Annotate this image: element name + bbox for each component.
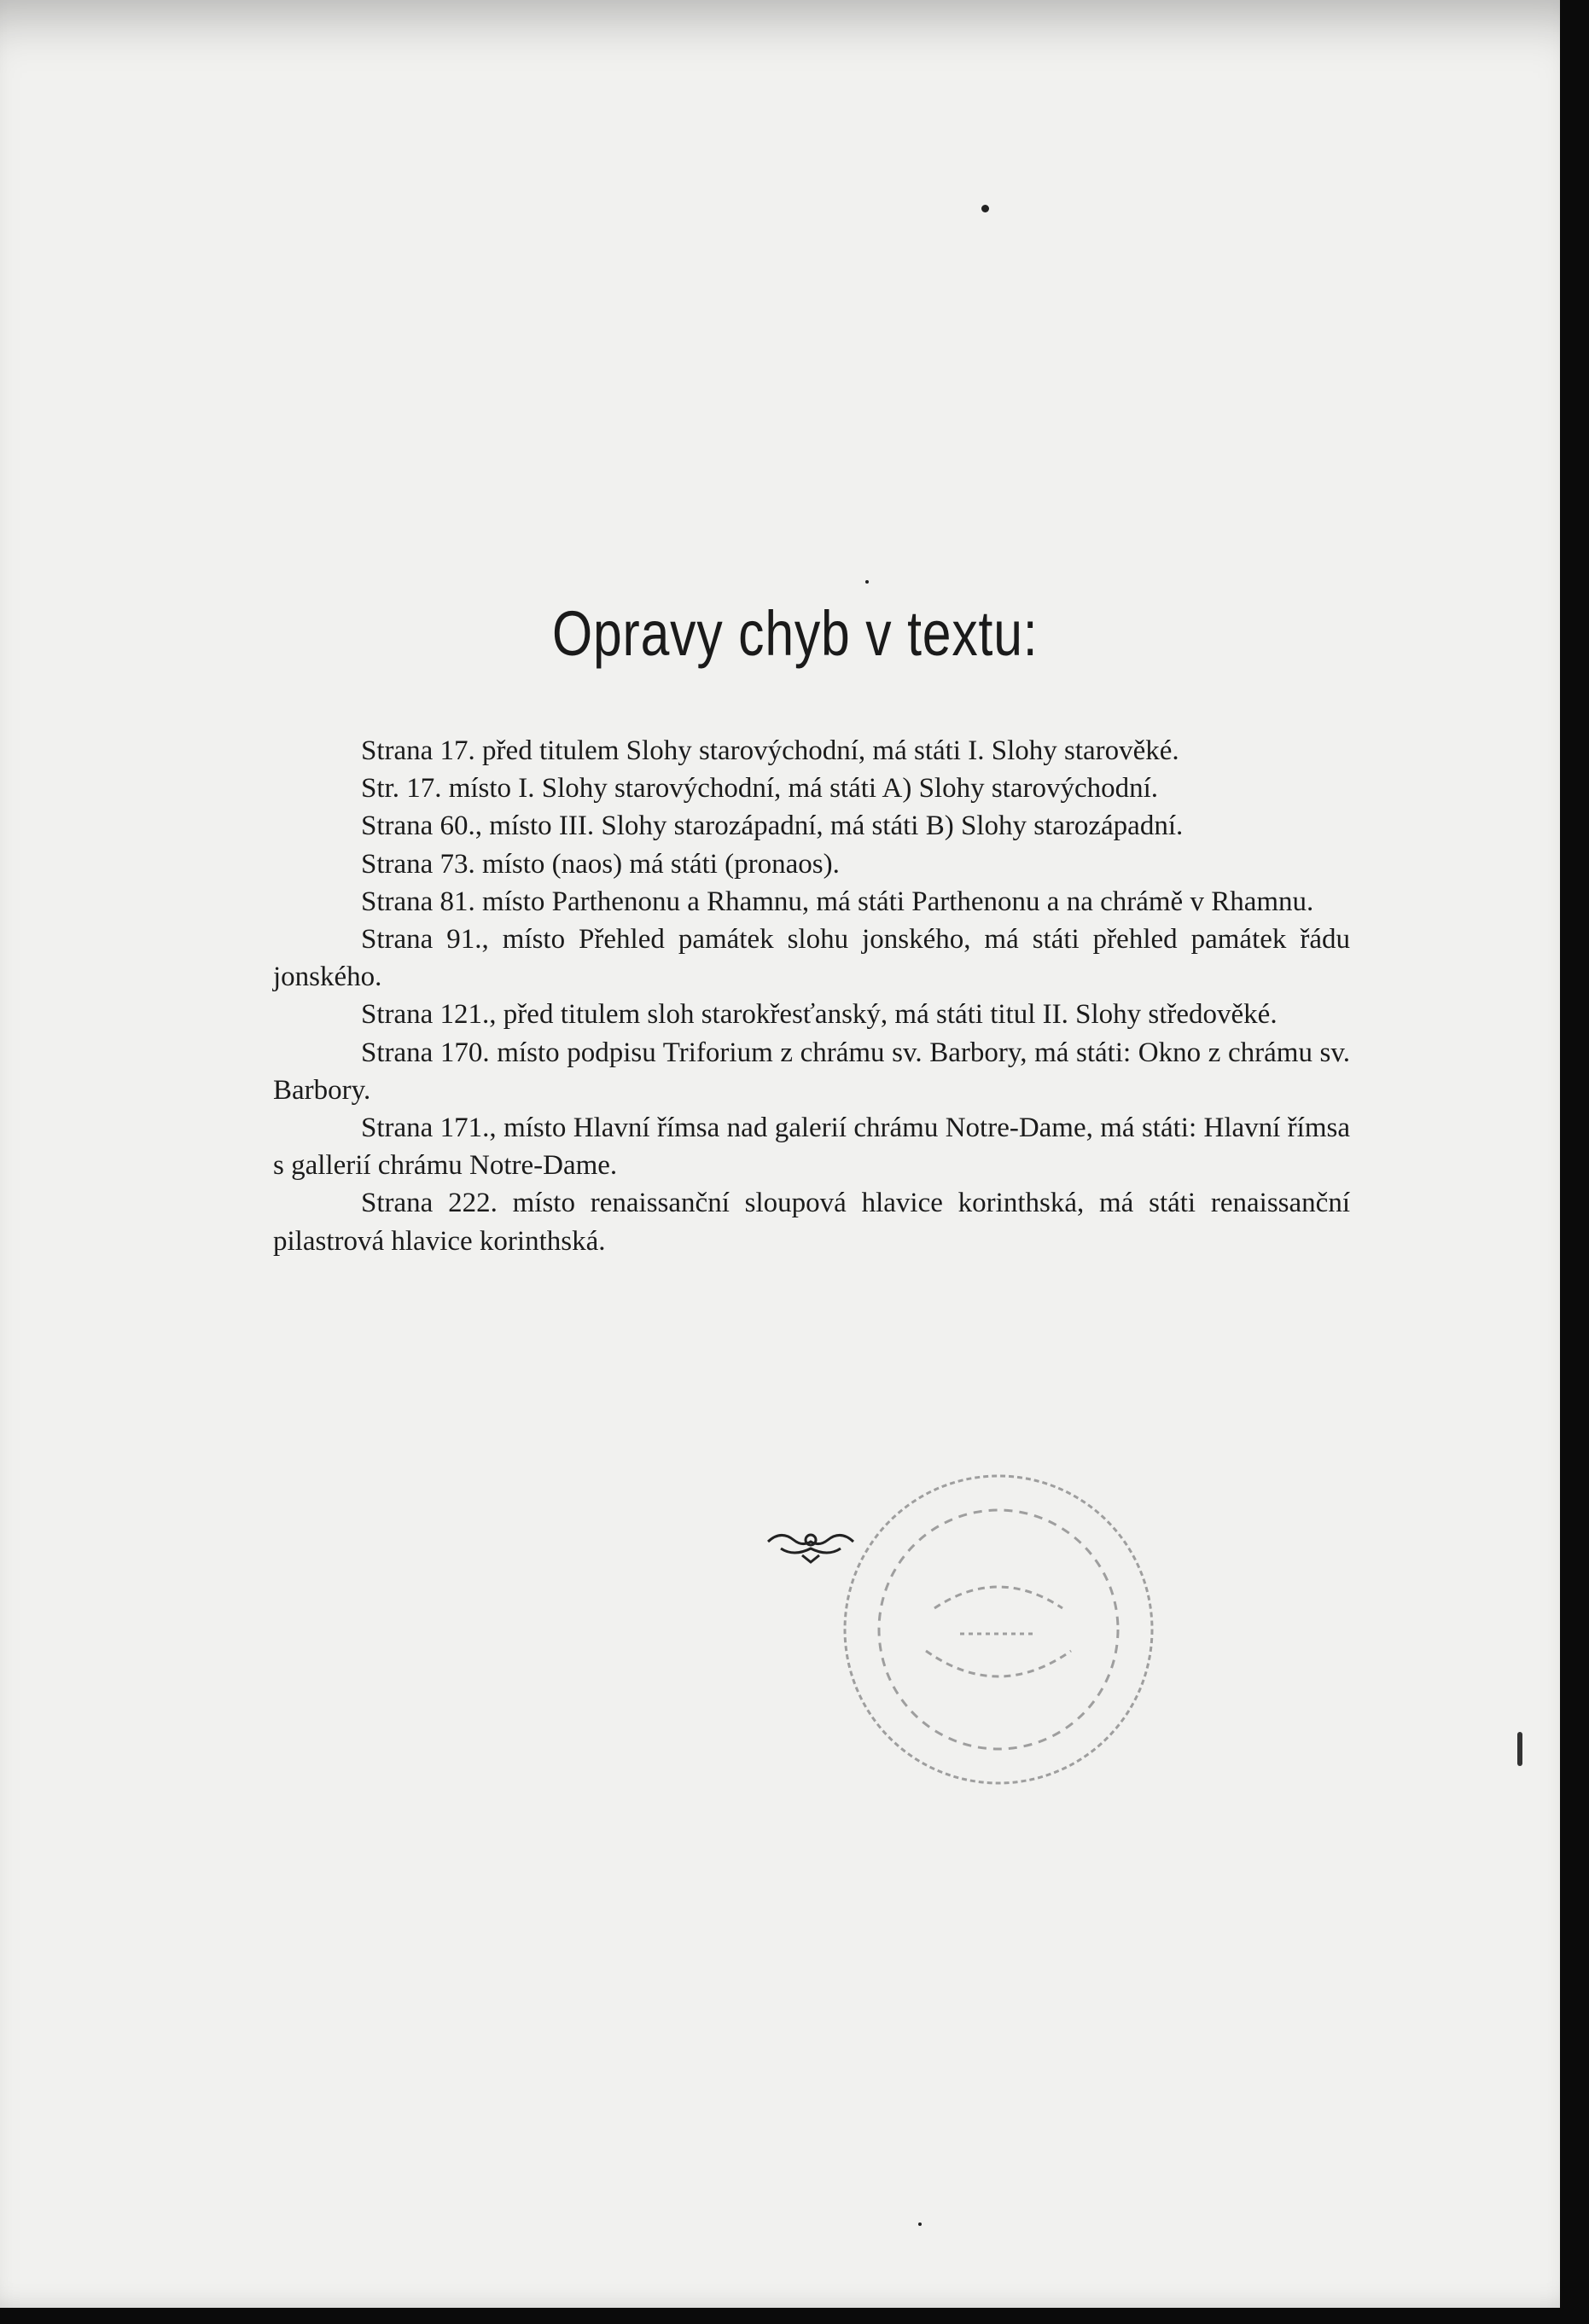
errata-entry: Strana 60., místo III. Slohy starozápadní, má státi B) Slohy starozápadní. [361,810,1184,842]
scan-mark [1517,1732,1522,1766]
library-stamp-icon [832,1463,1165,1796]
errata-entry: Strana 81. místo Parthenonu a Rhamnu, má státi Parthenonu a na chrámě v Rhamnu. [361,886,1314,917]
errata-entry: Strana 91., místo Přehled památek slohu jonského, má státi přehled památek řádu jonského. [273,924,1350,993]
errata-entry: Strana 121., před titulem sloh starokřesťanský, má státi titul II. Slohy středověké. [361,999,1278,1031]
errata-entry: Strana 171., místo Hlavní římsa nad galerií chrámu Notre-Dame, má státi: Hlavní římsa s gallerií chrámu Notre-Dame. [273,1113,1350,1182]
scan-speck [981,205,989,212]
errata-list [273,732,1350,1260]
errata-entry: Strana 170. místo podpisu Triforium z chrámu sv. Barbory, má státi: Okno z chrámu sv. Barbory. [273,1037,1350,1106]
scan-speck [918,2222,922,2226]
page-title: Opravy chyb v textu: [551,598,1039,669]
errata-entry: Strana 17. před titulem Slohy starovýchodní, má státi I. Slohy starověké. [361,735,1179,766]
errata-entry: Strana 222. místo renaissanční sloupová hlavice korinthská, má státi renaissanční pilastrová hlavice korinthská. [273,1188,1350,1257]
scan-speck [865,580,869,584]
errata-entry: Strana 73. místo (naos) má státi (pronaos). [361,848,840,880]
errata-entry: Str. 17. místo I. Slohy starovýchodní, má státi A) Slohy starovýchodní. [361,773,1159,805]
